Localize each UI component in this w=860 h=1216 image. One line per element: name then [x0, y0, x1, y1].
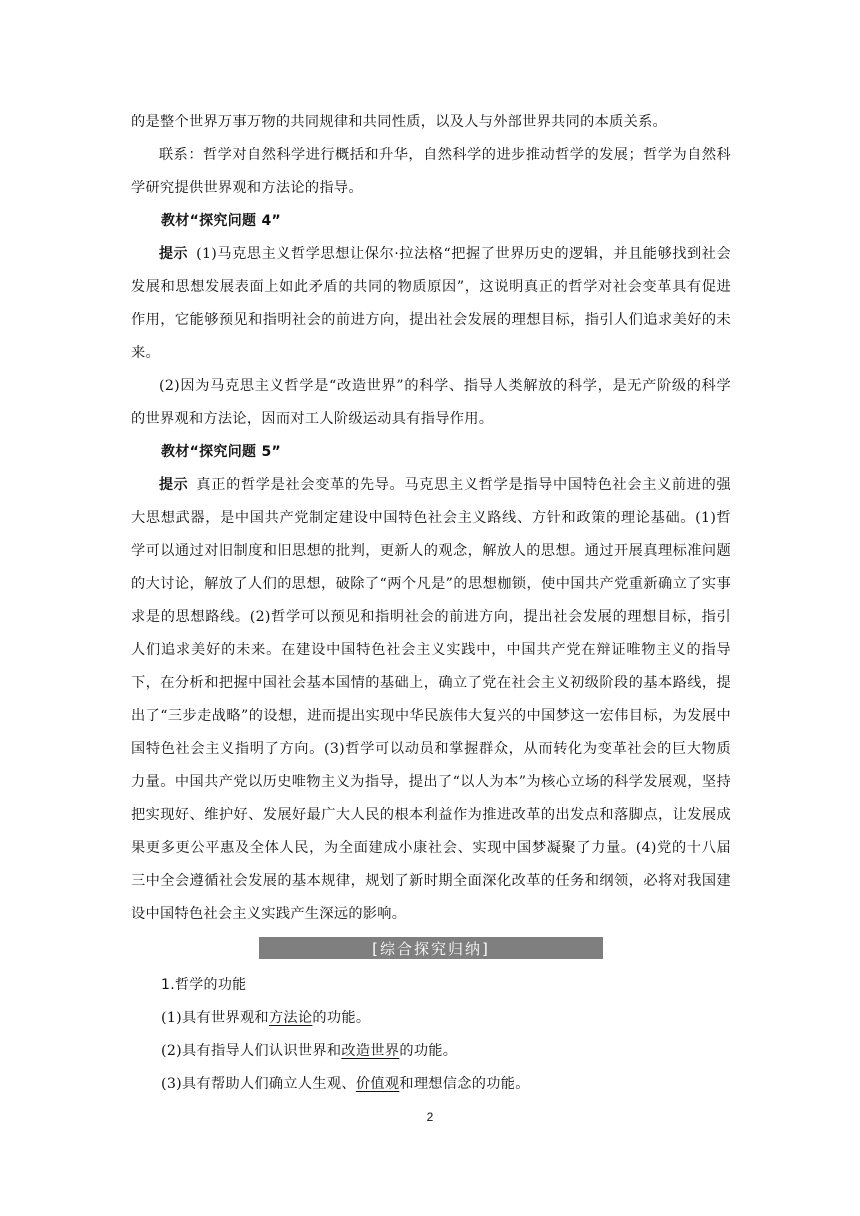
paragraph: (2)因为马克思主义哲学是“改造世界”的科学、指导人类解放的科学，是无产阶级的科学的世界观和方法论，因而对工人阶级运动具有指导作用。 [131, 378, 731, 427]
item-text: 和理想信念的功能。 [399, 1076, 530, 1092]
paragraph: 的是整个世界万事万物的共同规律和共同性质，以及人与外部世界共同的本质关系。 [131, 114, 668, 130]
section-title: 1.哲学的功能 [161, 977, 247, 993]
item-text: 的功能。 [399, 1043, 458, 1059]
section-heading: 教材“探究问题 5” [161, 444, 282, 460]
summary-banner: [综合探究归纳] [259, 937, 603, 959]
tip-paragraph [131, 238, 731, 370]
paragraph: 联系：哲学对自然科学进行概括和升华，自然科学的进步推动哲学的发展；哲学为自然科学研究提供世界观和方法论的指导。 [131, 147, 731, 196]
banner-wrapper [131, 937, 731, 959]
item-text: 的功能。 [312, 1010, 371, 1026]
item-text: (1)具有世界观和 [161, 1010, 269, 1026]
underlined-answer: 改造世界 [341, 1043, 400, 1059]
page-content [131, 106, 731, 1101]
underlined-answer: 价值观 [355, 1076, 400, 1092]
tip-text: 真正的哲学是社会变革的先导。马克思主义哲学是指导中国特色社会主义前进的强大思想武器，是中国共产党制定建设中国特色社会主义路线、方针和政策的理论基础。(1)哲学可以通过对旧制度和旧思想的批判，更新人的观念，解放人的思想。通过开展真理标准问题的大讨论，解放了人们的思想，破除了“两个凡是”的思想枷锁，使中国共产党重新确立了实事求是的思想路线。(2)哲学可以预见和指明社会的前进方向，提出社会发展的理想目标，指引人们追求美好的未来。在建设中国特色社会主义实践中，中国共产党在辩证唯物主义的指导下，在分析和把握中国社会基本国情的基础上，确立了党在社会主义初级阶段的基本路线，提出了“三步走战略”的设想，进而提出实现中华民族伟大复兴的中国梦这一宏伟目标，为发展中国特色社会主义指明了方向。(3)哲学可以动员和掌握群众，从而转化为变革社会的巨大物质力量。中国共产党以历史唯物主义为指导，提出了“以人为本”为核心立场的科学发展观，坚持把实现好、维护好、发展好最广大人民的根本利益作为推进改革的出发点和落脚点，让发展成果更多更公平惠及全体人民，为全面建成小康社会、实现中国梦凝聚了力量。(4)党的十八届三中全会遵循社会发展的基本规律，规划了新时期全面深化改革的任务和纲领，必将对我国建设中国特色社会主义实践产生深远的影响。 [131, 477, 731, 922]
tip-label: 提示 [159, 246, 189, 262]
item-text: (2)具有指导人们认识世界和 [161, 1043, 342, 1059]
tip-text: (1)马克思主义哲学思想让保尔·拉法格“把握了世界历史的逻辑，并且能够找到社会发展和思想发展表面上如此矛盾的共同的物质原因”，这说明真正的哲学对社会变革具有促进作用，它能够预见和指明社会的前进方向，提出社会发展的理想目标，指引人们追求美好的未来。 [131, 246, 732, 361]
tip-paragraph [131, 469, 731, 931]
section-heading: 教材“探究问题 4” [161, 213, 282, 229]
underlined-answer: 方法论 [268, 1010, 313, 1026]
tip-label: 提示 [159, 477, 189, 493]
list-item [161, 1002, 731, 1035]
item-text: (3)具有帮助人们确立人生观、 [161, 1076, 356, 1092]
list-item [161, 1068, 731, 1101]
page-number: 2 [426, 1110, 434, 1124]
list-item [161, 1035, 731, 1068]
